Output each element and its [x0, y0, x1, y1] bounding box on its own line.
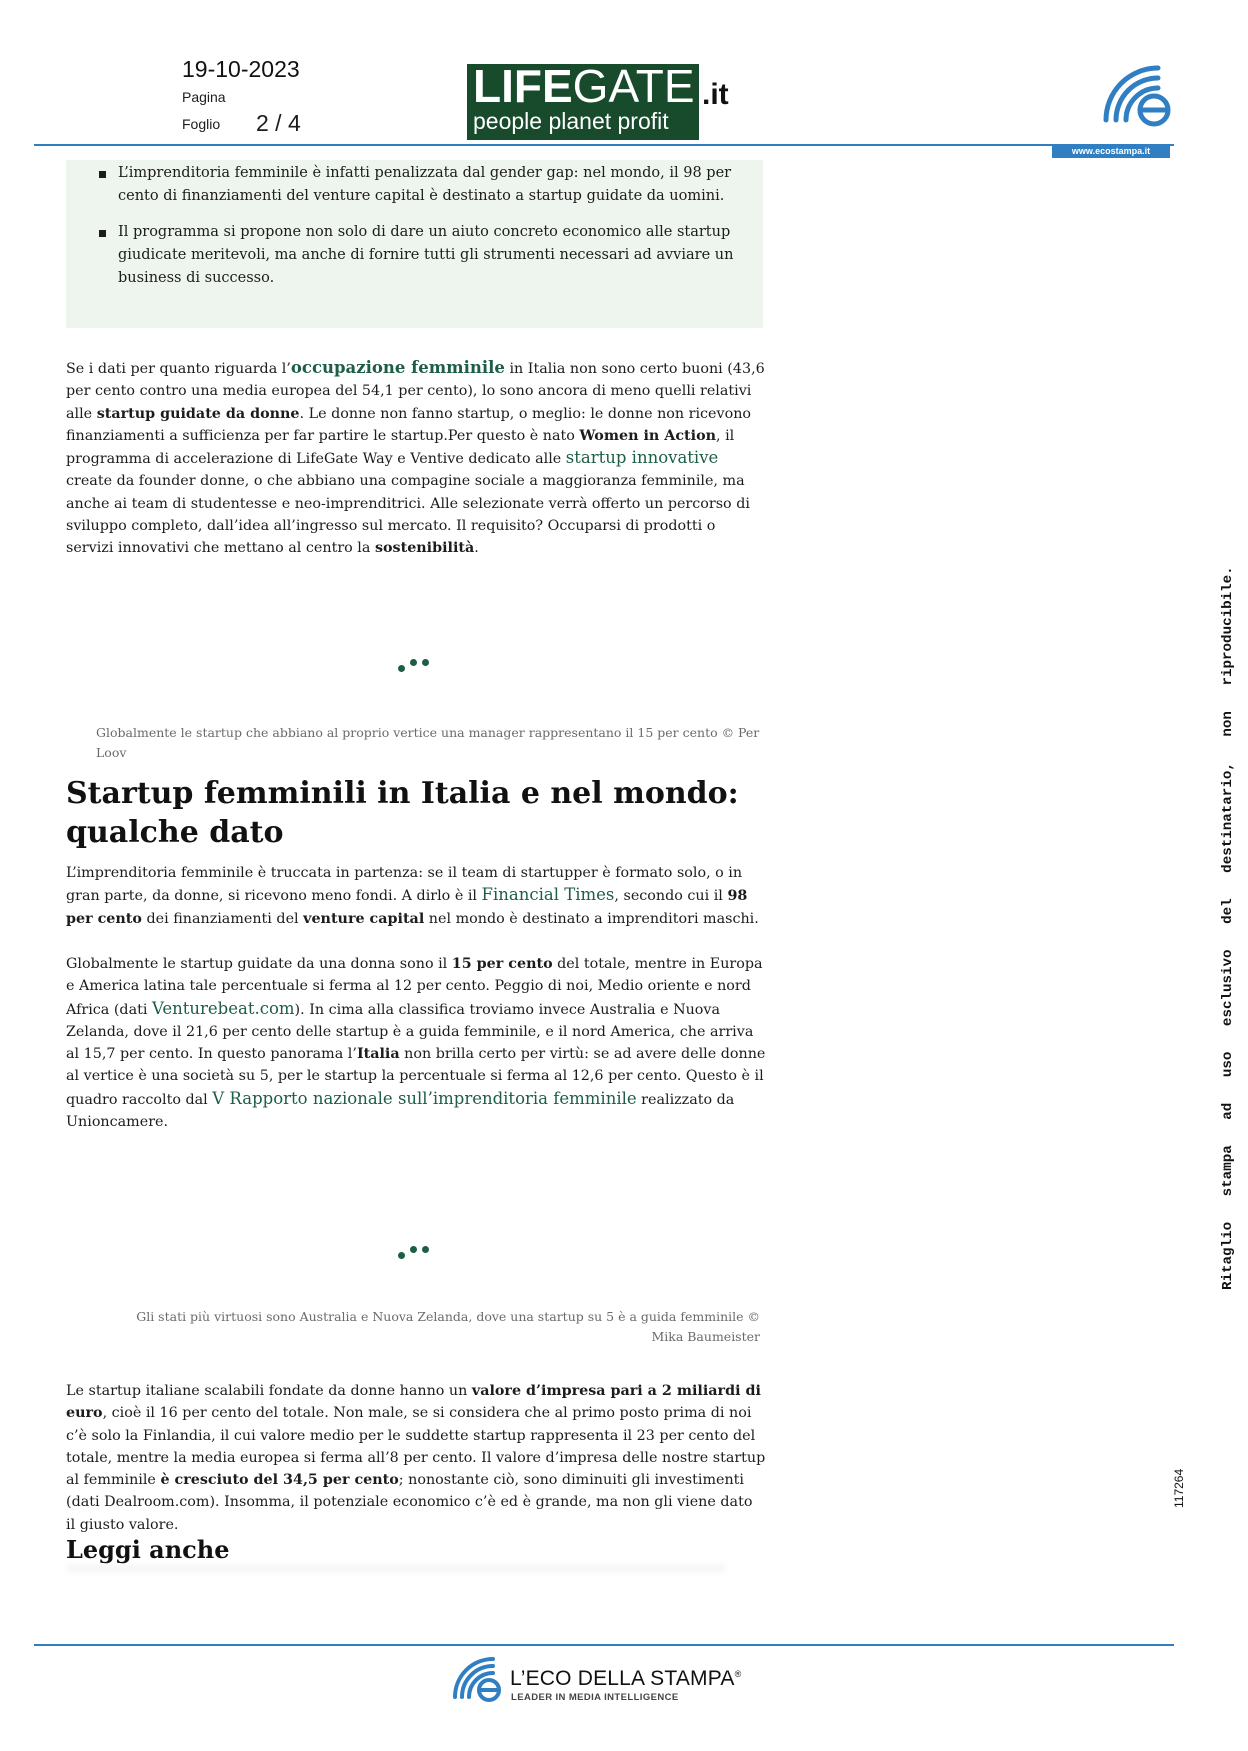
summary-item — [118, 162, 738, 208]
link-startup-innovative[interactable]: startup innovative — [565, 448, 719, 468]
summary-item — [118, 221, 738, 290]
bullet-icon — [99, 171, 106, 178]
header-foglio-label: Foglio — [182, 116, 221, 132]
lifegate-logo — [467, 60, 699, 140]
link-rapporto-unioncamere[interactable]: V Rapporto nazionale sull’imprenditoria femminile — [212, 1088, 637, 1108]
paragraph-valore-impresa: Le startup italiane scalabili fondate da donne hanno un valore d’impresa pari a 2 miliardi di euro, cioè il 16 per cento del totale. Non male, se si considera che al primo posto prima di noi c’è solo la Finlandia, il cui valore medio per le suddette startup rappresenta il 23 per cento del totale, mentre la media europea si ferma all’8 per cento. Il valore d’impresa delle nostre startup al femminile è cresciuto del 34,5 per cento; nonostante ciò, sono diminuiti gli investimenti (dati Dealroom.com). Insomma, il potenziale economico c’è ed è grande, ma non gli viene dato il giusto valore. — [66, 1383, 766, 1533]
image-loading-indicator — [398, 659, 438, 673]
ecostampa-logo-icon — [1100, 58, 1172, 134]
link-occupazione-femminile[interactable]: occupazione femminile — [290, 358, 505, 377]
link-financial-times[interactable]: Financial Times — [481, 885, 615, 905]
paragraph-global-data: Globalmente le startup guidate da una donna sono il 15 per cento del totale, mentre in Europa e America latina tale percentuale si ferma al 12 per cento. Peggio di noi, Medio oriente e nord Africa (dati Venturebeat.com). In cima alla classifica troviamo invece Australia e Nuova Zelanda, dove il 21,6 per cento delle startup è a guida femminile, e il nord America, che arriva al 15,7 per cento. In questo panorama l’Italia non brilla certo per virtù: se ad avere delle donne al vertice è una società su 5, per le startup la percentuale si ferma al 12,6 per cento. Questo è il quadro raccolto dal V Rapporto nazionale sull’imprenditoria femminile realizzato da Unioncamere. — [66, 956, 766, 1131]
footer-rule — [34, 1644, 1174, 1646]
logo-word-life: LIFE — [473, 60, 573, 112]
link-venturebeat[interactable]: Venturebeat.com — [151, 998, 295, 1018]
image-loading-indicator — [398, 1246, 438, 1260]
summary-item-text: Il programma si propone non solo di dare un aiuto concreto economico alle startup giudicate meritevoli, ma anche di fornire tutti gli strumenti necessari ad avviare un business di successo. — [118, 224, 734, 286]
eco-della-stampa-logo-icon — [451, 1653, 501, 1705]
header-pagina-label: Pagina — [182, 89, 226, 105]
logo-word-gate: GATE — [572, 60, 695, 112]
footer-brand-subtitle: LEADER IN MEDIA INTELLIGENCE — [511, 1692, 679, 1703]
logo-suffix: .it — [702, 78, 729, 111]
paragraph-financial-times: L’imprenditoria femminile è truccata in partenza: se il team di startupper è formato solo, o in gran parte, da donne, si ricevono meno fondi. A dirlo è il Financial Times, secondo cui il 98 per cento dei finanziamenti del venture capital nel mondo è destinato a imprenditori maschi. — [66, 865, 759, 927]
image-caption: Gli stati più virtuosi sono Australia e Nuova Zelanda, dove una startup su 5 è a guida femminile © Mika Baumeister — [136, 1309, 760, 1344]
summary-item-text: L’imprenditoria femminile è infatti penalizzata dal gender gap: nel mondo, il 98 per cento di finanziamenti del venture capital è destinato a startup guidate da uomini. — [118, 165, 732, 204]
bullet-icon — [99, 230, 106, 237]
ecostampa-badge: www.ecostampa.it — [1052, 145, 1170, 158]
read-also-divider — [66, 1565, 726, 1575]
read-also-heading: Leggi anche — [66, 1535, 230, 1564]
paragraph-intro: Se i dati per quanto riguarda l’occupazione femminile in Italia non sono certo buoni (43,6 per cento contro una media europea del 54,1 per cento), lo sono ancora di meno quelli relativi alle startup guidate da donne. Le donne non fanno startup, o meglio: le donne non ricevono finanziamenti a sufficienza per far partire le startup.Per questo è nato Women in Action, il programma di accelerazione di LifeGate Way e Ventive dedicato alle startup innovative create da founder donne, o che abbiano una compagine sociale a maggioranza femminile, ma anche ai team di studentesse e neo-imprenditrici. Alle selezionate verrà offerto un percorso di sviluppo completo, dall’idea all’ingresso sul mercato. Il requisito? Occuparsi di prodotti o servizi innovativi che mettano al centro la sostenibilità. — [66, 358, 765, 557]
document-code: 117264 — [1172, 1468, 1186, 1508]
section-heading: Startup femminili in Italia e nel mondo: qualche dato — [66, 776, 739, 850]
summary-box — [66, 160, 763, 328]
image-caption: Globalmente le startup che abbiano al proprio vertice una manager rappresentano il 15 per cento © Per Loov — [96, 725, 760, 760]
header-date: 19-10-2023 — [182, 56, 300, 82]
header-rule — [34, 144, 1174, 146]
reproduction-notice: Ritaglio stampa ad uso esclusivo del destinatario, non riproducibile. — [1220, 566, 1236, 1290]
header-foglio-value: 2 / 4 — [256, 110, 301, 136]
logo-tagline: people planet profit — [473, 108, 669, 134]
footer-brand-title: L’ECO DELLA STAMPA® — [510, 1667, 742, 1690]
